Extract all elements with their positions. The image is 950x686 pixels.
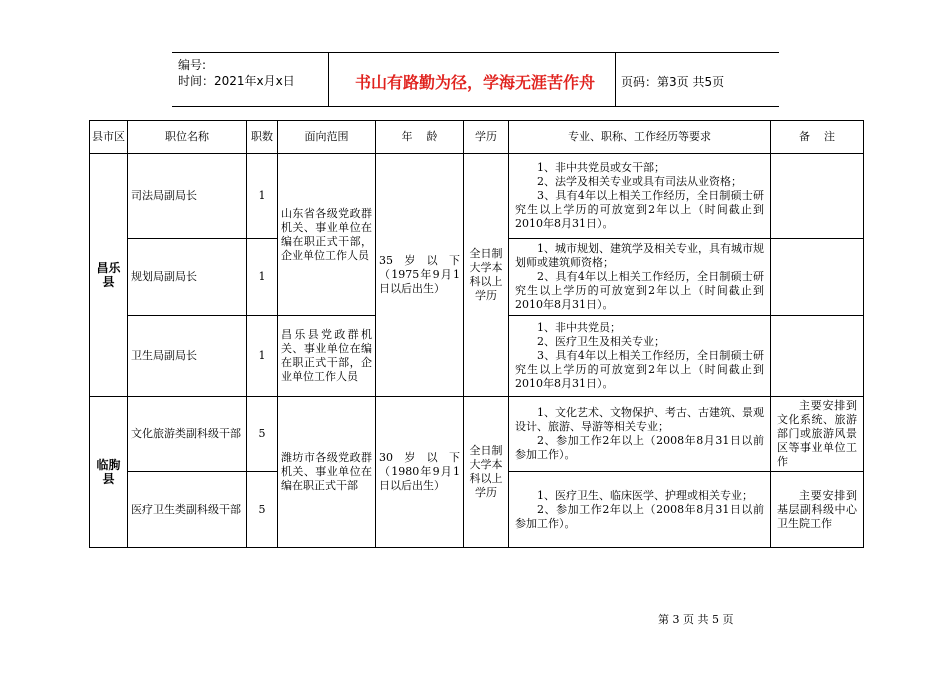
header-meta <box>178 57 295 89</box>
position-cell: 文化旅游类副科级干部 <box>128 397 247 472</box>
county-cell: 临朐县 <box>90 397 128 548</box>
position-cell: 司法局副局长 <box>128 154 247 239</box>
notes-cell <box>771 239 864 316</box>
requirement-item: 2、具有4年以上相关工作经历，全日制硕士研究生以上学历的可放宽到2年以上（时间截止到2010年8月31日）。 <box>515 270 764 311</box>
number-label: 编号: <box>178 58 207 72</box>
col-header-county: 县市区 <box>90 121 128 154</box>
requirements-cell <box>509 239 771 316</box>
positions-table <box>89 120 864 548</box>
note-text: 主要安排到基层副科级中心卫生院工作 <box>777 488 857 530</box>
scope-cell: 潍坊市各级党政群机关、事业单位在编在职正式干部 <box>278 397 376 548</box>
scope-cell: 山东省各级党政群机关、事业单位在编在职正式干部，企业单位工作人员 <box>278 154 376 316</box>
scope-cell: 昌乐县党政群机关、事业单位在编在职正式干部，企业单位工作人员 <box>278 316 376 397</box>
col-header-position: 职位名称 <box>128 121 247 154</box>
requirement-item: 1、城市规划、建筑学及相关专业，具有城市规划师或建筑师资格； <box>515 242 764 269</box>
count-cell: 1 <box>247 316 278 397</box>
col-header-notes: 备 注 <box>771 121 864 154</box>
col-header-count: 职数 <box>247 121 278 154</box>
requirement-item: 3、具有4年以上相关工作经历，全日制硕士研究生以上学历的可放宽到2年以上（时间截止到2010年8月31日）。 <box>515 349 764 390</box>
requirement-item: 1、文化艺术、文物保护、考古、古建筑、景观设计、旅游、导游等相关专业； <box>515 406 764 433</box>
requirement-item: 1、医疗卫生、临床医学、护理或相关专业； <box>537 488 753 502</box>
requirement-item: 2、医疗卫生及相关专业； <box>537 335 665 348</box>
education-cell: 全日制大学本科以上学历 <box>464 154 509 397</box>
note-text: 主要安排到文化系统、旅游部门或旅游风景区等事业单位工作 <box>777 399 857 468</box>
age-cell: 30岁以下（1980年9月1日以后出生） <box>376 397 464 548</box>
requirement-item: 2、参加工作2年以上（2008年8月31日以前参加工作）。 <box>515 434 764 461</box>
header-motto: 书山有路勤为径，学海无涯苦作舟 <box>354 73 595 92</box>
table-row <box>90 154 864 239</box>
requirements-cell <box>509 397 771 472</box>
county-cell: 昌乐县 <box>90 154 128 397</box>
requirement-item: 2、法学及相关专业或具有司法从业资格； <box>537 175 742 188</box>
requirement-item: 1、非中共党员； <box>537 321 621 334</box>
notes-cell <box>771 316 864 397</box>
header-page-info: 页码：第3页 共5页 <box>621 75 725 89</box>
col-header-scope: 面向范围 <box>278 121 376 154</box>
time-label: 时间：2021年x月x日 <box>178 74 295 88</box>
table-header-row <box>90 121 864 154</box>
col-header-age: 年 龄 <box>376 121 464 154</box>
notes-cell <box>771 397 864 472</box>
col-header-education: 学历 <box>464 121 509 154</box>
education-cell: 全日制大学本科以上学历 <box>464 397 509 548</box>
table-row <box>90 397 864 472</box>
position-cell: 卫生局副局长 <box>128 316 247 397</box>
notes-cell <box>771 472 864 548</box>
position-cell: 规划局副局长 <box>128 239 247 316</box>
notes-cell <box>771 154 864 239</box>
count-cell: 1 <box>247 154 278 239</box>
requirement-item: 1、非中共党员或女干部； <box>537 161 665 174</box>
count-cell: 5 <box>247 472 278 548</box>
page-footer: 第 3 页 共 5 页 <box>658 613 734 626</box>
count-cell: 5 <box>247 397 278 472</box>
count-cell: 1 <box>247 239 278 316</box>
requirements-cell <box>509 472 771 548</box>
header-divider-right <box>615 53 616 106</box>
document-header <box>172 52 779 107</box>
requirements-cell <box>509 154 771 239</box>
header-divider-left <box>328 53 329 106</box>
requirements-cell <box>509 316 771 397</box>
position-cell: 医疗卫生类副科级干部 <box>128 472 247 548</box>
col-header-requirements: 专业、职称、工作经历等要求 <box>509 121 771 154</box>
requirement-item: 3、具有4年以上相关工作经历，全日制硕士研究生以上学历的可放宽到2年以上（时间截止到2010年8月31日）。 <box>515 189 764 230</box>
age-cell: 35岁以下（1975年9月1日以后出生） <box>376 154 464 397</box>
requirement-item: 2、参加工作2年以上（2008年8月31日以前参加工作）。 <box>515 502 764 530</box>
